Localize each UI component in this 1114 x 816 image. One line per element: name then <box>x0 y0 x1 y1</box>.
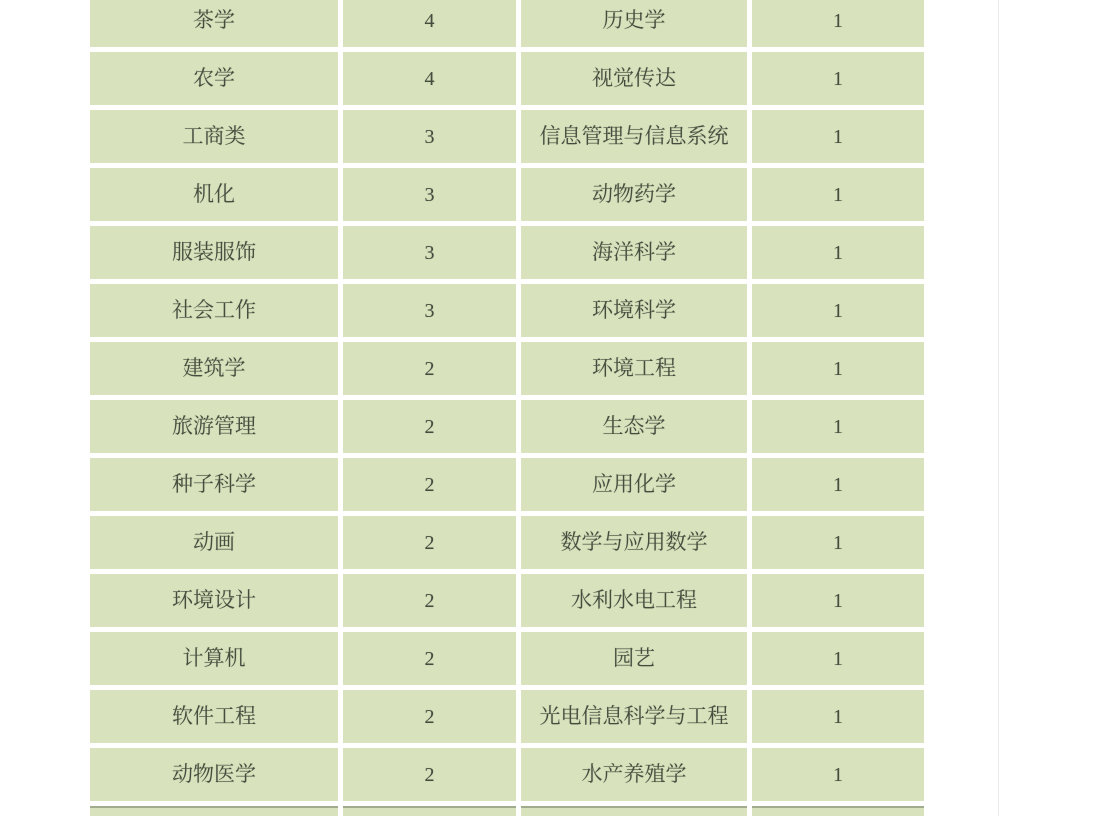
partial-row-cell <box>90 806 338 816</box>
count-cell: 2 <box>343 574 516 627</box>
count-cell: 1 <box>752 574 924 627</box>
count-cell: 1 <box>752 226 924 279</box>
count-cell: 4 <box>343 52 516 105</box>
count-cell: 3 <box>343 168 516 221</box>
count-cell: 1 <box>752 110 924 163</box>
major-name-cell: 园艺 <box>521 632 747 685</box>
major-name-cell: 服装服饰 <box>90 226 338 279</box>
major-name-cell: 环境设计 <box>90 574 338 627</box>
major-name-cell: 软件工程 <box>90 690 338 743</box>
count-cell: 2 <box>343 748 516 801</box>
count-cell: 1 <box>752 52 924 105</box>
major-name-cell: 动物药学 <box>521 168 747 221</box>
count-cell: 1 <box>752 168 924 221</box>
major-name-cell: 旅游管理 <box>90 400 338 453</box>
major-name-cell: 视觉传达 <box>521 52 747 105</box>
count-cell: 3 <box>343 226 516 279</box>
count-cell: 2 <box>343 632 516 685</box>
major-name-cell: 计算机 <box>90 632 338 685</box>
partial-row-cell <box>521 806 747 816</box>
count-cell: 1 <box>752 748 924 801</box>
major-name-cell: 环境工程 <box>521 342 747 395</box>
major-name-cell: 海洋科学 <box>521 226 747 279</box>
major-name-cell: 历史学 <box>521 0 747 47</box>
count-cell: 2 <box>343 516 516 569</box>
major-name-cell: 农学 <box>90 52 338 105</box>
count-cell: 1 <box>752 0 924 47</box>
count-cell: 4 <box>343 0 516 47</box>
count-cell: 1 <box>752 632 924 685</box>
page-edge-line <box>998 0 999 816</box>
count-cell: 3 <box>343 284 516 337</box>
major-name-cell: 生态学 <box>521 400 747 453</box>
count-cell: 1 <box>752 516 924 569</box>
major-name-cell: 数学与应用数学 <box>521 516 747 569</box>
majors-count-table <box>90 0 924 816</box>
count-cell: 1 <box>752 342 924 395</box>
major-name-cell: 环境科学 <box>521 284 747 337</box>
major-name-cell: 机化 <box>90 168 338 221</box>
major-name-cell: 茶学 <box>90 0 338 47</box>
partial-row-cell <box>343 806 516 816</box>
major-name-cell: 水利水电工程 <box>521 574 747 627</box>
major-name-cell: 信息管理与信息系统 <box>521 110 747 163</box>
major-name-cell: 社会工作 <box>90 284 338 337</box>
major-name-cell: 种子科学 <box>90 458 338 511</box>
count-cell: 1 <box>752 458 924 511</box>
count-cell: 2 <box>343 690 516 743</box>
count-cell: 1 <box>752 400 924 453</box>
major-name-cell: 水产养殖学 <box>521 748 747 801</box>
major-name-cell: 光电信息科学与工程 <box>521 690 747 743</box>
major-name-cell: 应用化学 <box>521 458 747 511</box>
count-cell: 3 <box>343 110 516 163</box>
count-cell: 1 <box>752 284 924 337</box>
count-cell: 1 <box>752 690 924 743</box>
count-cell: 2 <box>343 400 516 453</box>
major-name-cell: 工商类 <box>90 110 338 163</box>
count-cell: 2 <box>343 342 516 395</box>
major-name-cell: 动画 <box>90 516 338 569</box>
major-name-cell: 动物医学 <box>90 748 338 801</box>
count-cell: 2 <box>343 458 516 511</box>
major-name-cell: 建筑学 <box>90 342 338 395</box>
partial-row-cell <box>752 806 924 816</box>
